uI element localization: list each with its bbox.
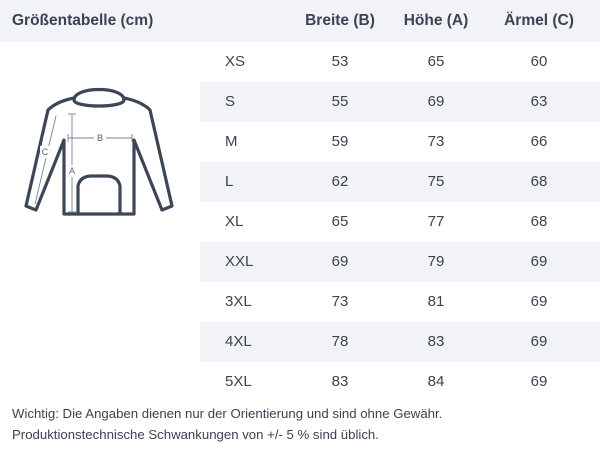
aermel-cell: 60: [530, 53, 548, 70]
sleeve-label: C: [41, 147, 49, 157]
column-header-hoehe: Höhe (A): [403, 12, 469, 29]
page-title: Größentabelle (cm): [12, 12, 154, 29]
breite-cell: 73: [331, 293, 349, 310]
hoodie-measurement-icon: [20, 80, 180, 220]
hoehe-cell: 75: [427, 173, 445, 190]
breite-cell: 78: [331, 333, 349, 350]
breite-cell: 62: [331, 173, 349, 190]
hoehe-cell: 84: [427, 373, 445, 390]
hoehe-cell: 79: [427, 253, 445, 270]
breite-cell: 65: [331, 213, 349, 230]
column-header-breite: Breite (B): [305, 12, 375, 29]
aermel-cell: 69: [530, 333, 548, 350]
table-row: [200, 122, 600, 162]
aermel-cell: 63: [530, 93, 548, 110]
disclaimer-line: Wichtig: Die Angaben dienen nur der Orientierung und sind ohne Gewähr.: [12, 406, 443, 421]
table-row: [200, 282, 600, 322]
width-label: B: [96, 133, 104, 143]
breite-cell: 59: [331, 133, 349, 150]
column-header-aermel: Ärmel (C): [504, 12, 574, 29]
size-cell: XL: [225, 213, 244, 230]
hoehe-cell: 77: [427, 213, 445, 230]
breite-cell: 53: [331, 53, 349, 70]
table-header: [0, 0, 600, 42]
aermel-cell: 69: [530, 293, 548, 310]
size-cell: XS: [225, 53, 246, 70]
size-cell: 3XL: [225, 293, 252, 310]
hoehe-cell: 69: [427, 93, 445, 110]
size-cell: L: [225, 173, 234, 190]
height-label: A: [68, 166, 76, 176]
disclaimer-line: Produktionstechnische Schwankungen von +/- 5 % sind üblich.: [12, 427, 379, 442]
disclaimer-note: [12, 403, 592, 445]
aermel-cell: 69: [530, 373, 548, 390]
table-row: [200, 202, 600, 242]
aermel-cell: 68: [530, 213, 548, 230]
size-cell: S: [225, 93, 236, 110]
table-row: [200, 42, 600, 82]
size-cell: XXL: [225, 253, 254, 270]
table-row: [200, 362, 600, 402]
hoehe-cell: 83: [427, 333, 445, 350]
hoehe-cell: 73: [427, 133, 445, 150]
size-cell: 4XL: [225, 333, 252, 350]
table-row: [200, 322, 600, 362]
hoehe-cell: 65: [427, 53, 445, 70]
size-table: [200, 42, 600, 402]
aermel-cell: 69: [530, 253, 548, 270]
size-cell: 5XL: [225, 373, 252, 390]
breite-cell: 55: [331, 93, 349, 110]
breite-cell: 83: [331, 373, 349, 390]
breite-cell: 69: [331, 253, 349, 270]
size-cell: M: [225, 133, 238, 150]
table-row: [200, 162, 600, 202]
table-row: [200, 82, 600, 122]
table-row: [200, 242, 600, 282]
aermel-cell: 68: [530, 173, 548, 190]
hoehe-cell: 81: [427, 293, 445, 310]
aermel-cell: 66: [530, 133, 548, 150]
